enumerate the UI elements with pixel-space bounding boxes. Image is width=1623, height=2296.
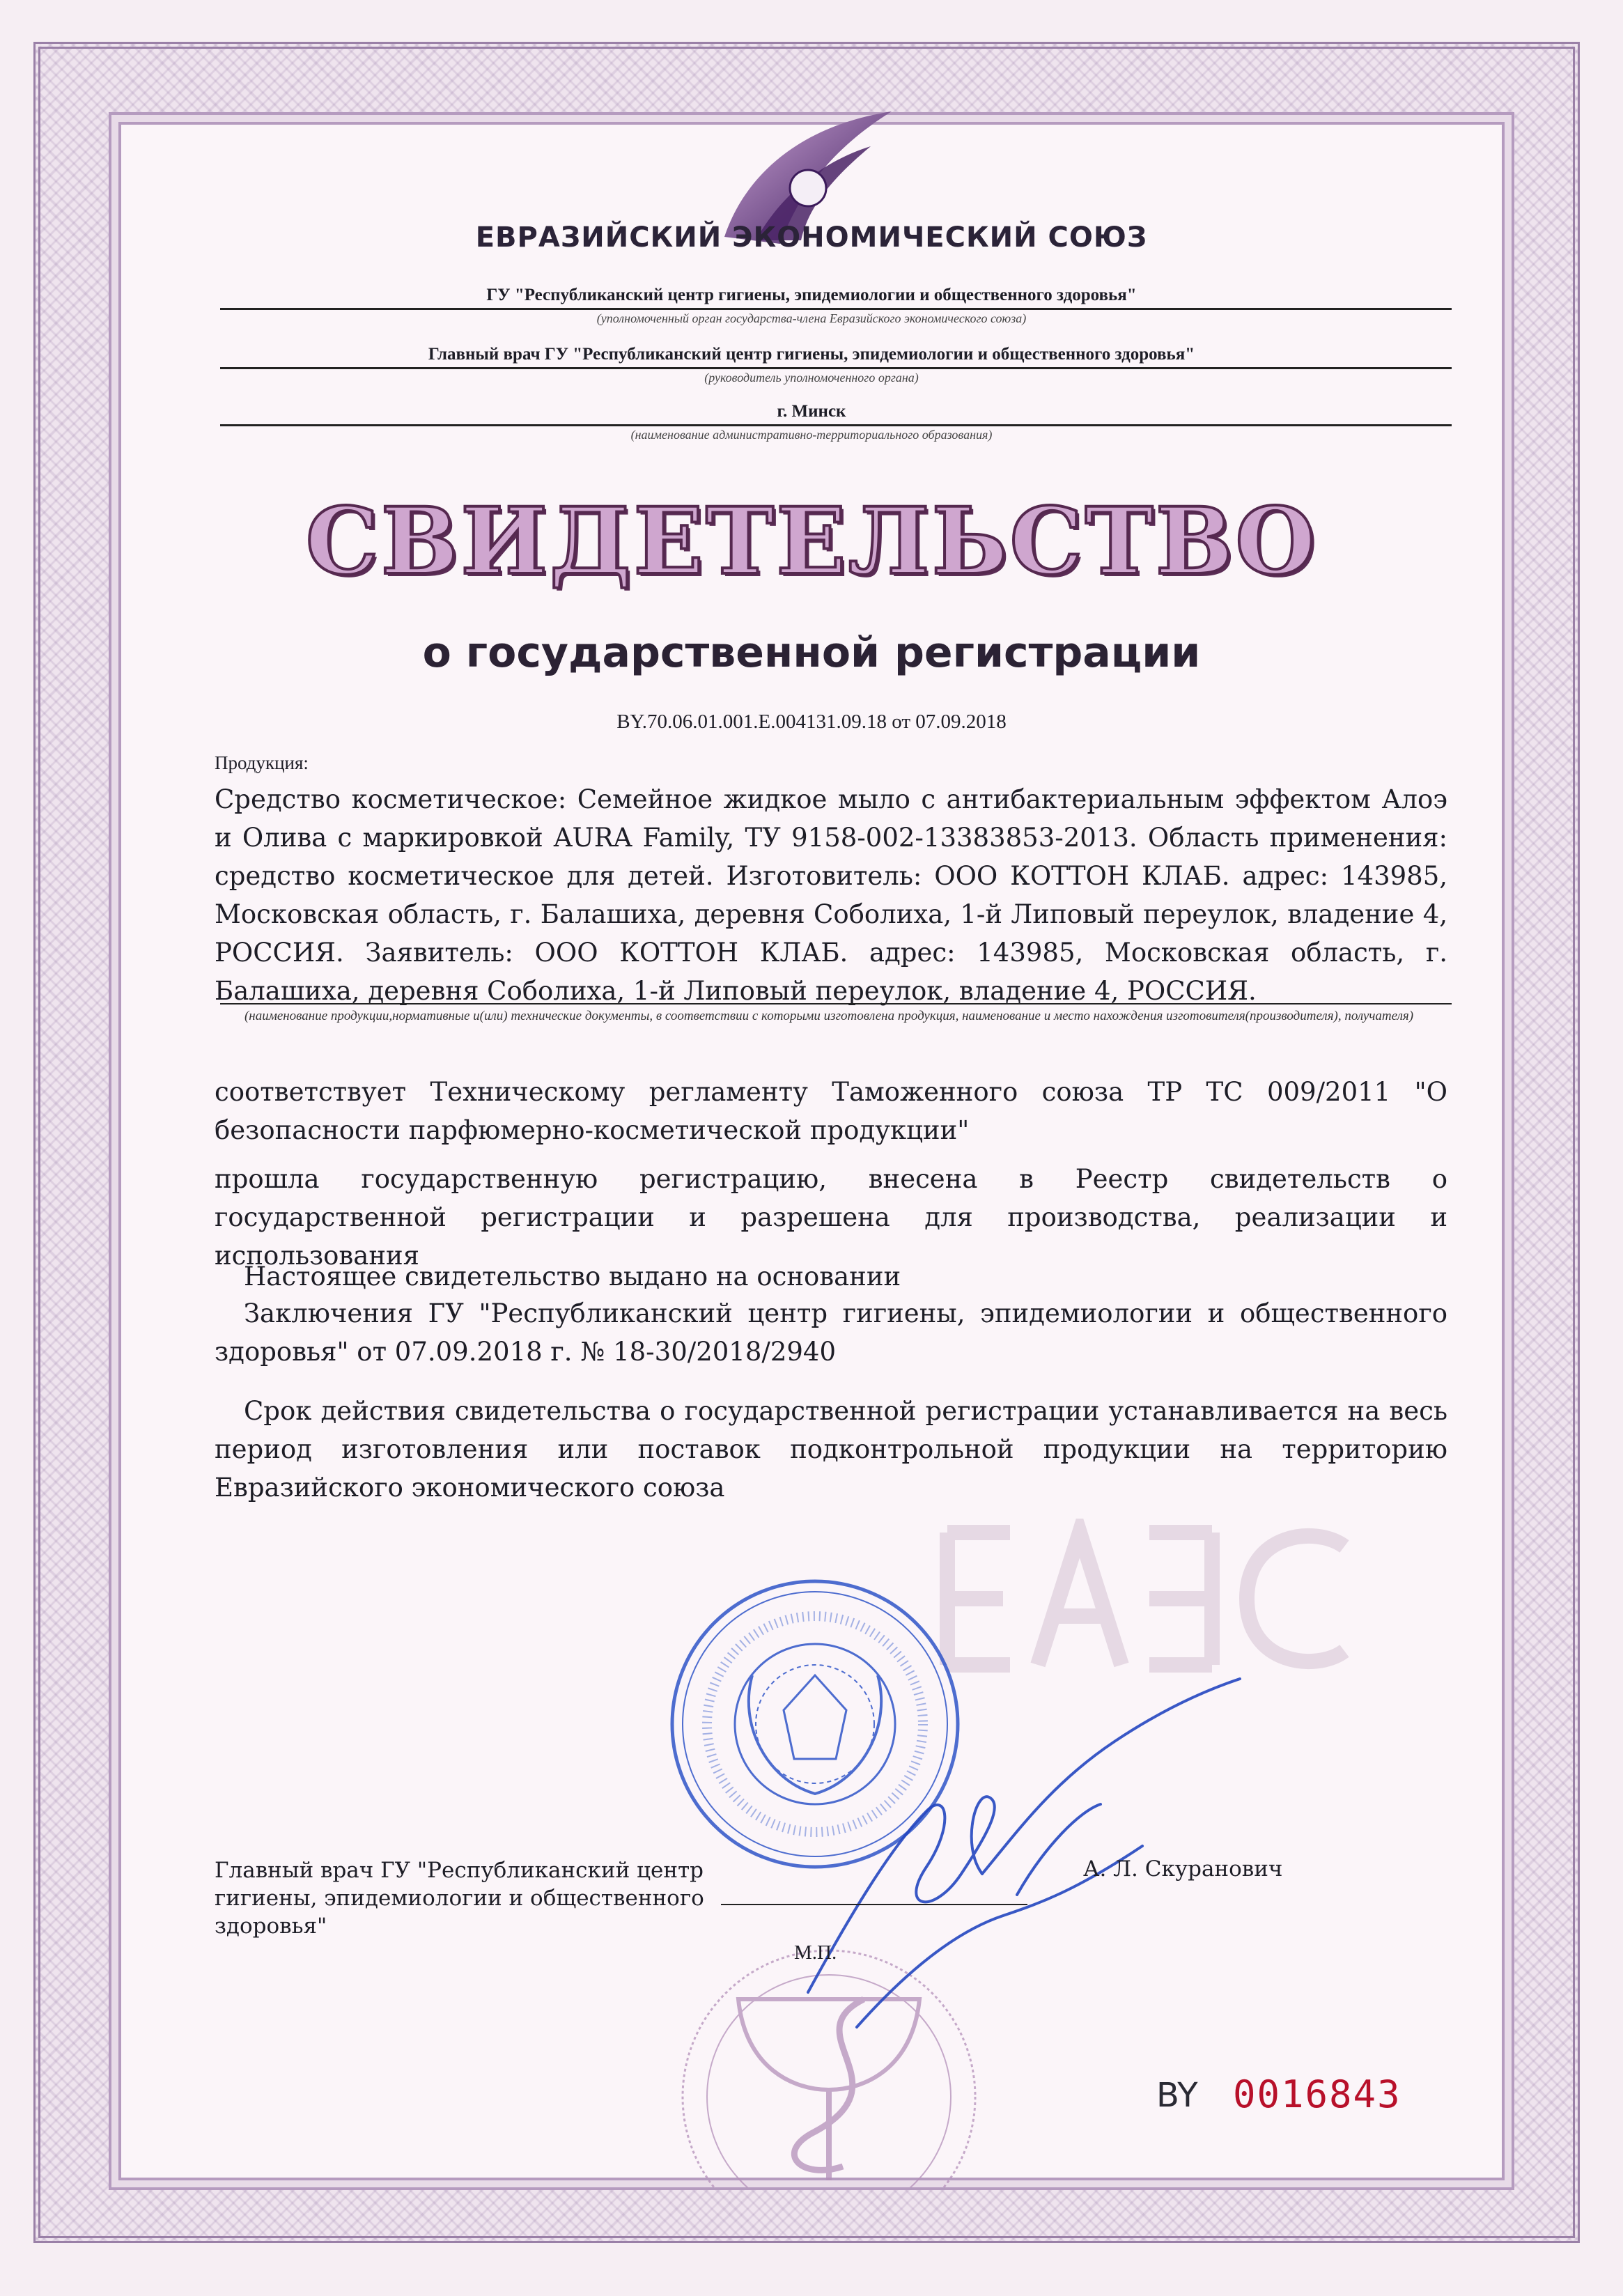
- stamp-place-label: М.П.: [794, 1941, 837, 1964]
- city-rule: [220, 424, 1452, 426]
- product-description: Средство косметическое: Семейное жидкое мыло с антибактериальным эффектом Алоэ и Олива с маркировкой AURA Family, ТУ 9158-002-13383853-2013. Область применения: средство косметическое для детей. Изготовитель: ООО КОТТОН КЛАБ. адрес: 143985, Московская область, г. Балашиха, деревня Соболиха, 1-й Липовый переулок, владение 4, РОССИЯ. Заявитель: ООО КОТТОН КЛАБ. адрес: 143985, Московская область, г. Балашиха, деревня Соболиха, 1-й Липовый переулок, владение 4, РОССИЯ.: [215, 784, 1447, 1006]
- registration-text: прошла государственную регистрацию, внесена в Реестр свидетельств о государственной регистрации и разрешена для производства, реализации и использования: [215, 1164, 1447, 1271]
- head-rule: [220, 367, 1452, 369]
- conformity-text: соответствует Техническому регламенту Таможенного союза ТР ТС 009/2011 "О безопасности парфюмерно-косметической продукции": [215, 1077, 1447, 1145]
- product-caption: (наименование продукции,нормативные и(или) технические документы, в соответствии с которыми изготовлена продукция, наименование и место нахождения изготовителя(производителя), получателя): [244, 1009, 1414, 1023]
- serial-number: 0016843: [1233, 2072, 1401, 2116]
- authority-caption: (уполномоченный орган государства-члена Евразийского экономического союза): [596, 311, 1027, 325]
- handwritten-signature: [752, 1665, 1254, 2041]
- authority-rule: [220, 308, 1452, 310]
- head-caption: (руководитель уполномоченного органа): [704, 371, 919, 385]
- city-name: г. Минск: [777, 402, 846, 421]
- registration-number: BY.70.06.01.001.E.004131.09.18 от 07.09.2018: [616, 711, 1007, 733]
- serial-prefix: BY: [1156, 2076, 1198, 2115]
- signatory-name: А. Л. Скуранович: [1083, 1856, 1283, 1882]
- product-label: Продукция:: [215, 752, 309, 773]
- certificate-title: СВИДЕТЕЛЬСТВО: [305, 488, 1318, 596]
- signature-line: [721, 1904, 1027, 1905]
- authority-name: ГУ "Республиканский центр гигиены, эпидемиологии и общественного здоровья": [486, 286, 1137, 304]
- head-name: Главный врач ГУ "Республиканский центр гигиены, эпидемиологии и общественного здоровья": [428, 345, 1195, 364]
- signatory-position: Главный врач ГУ "Республиканский центр гигиены, эпидемиологии и общественного здоровья": [215, 1858, 704, 1939]
- product-rule: [220, 1003, 1452, 1004]
- certificate-subtitle: о государственной регистрации: [422, 628, 1201, 677]
- union-title: ЕВРАЗИЙСКИЙ ЭКОНОМИЧЕСКИЙ СОЮЗ: [475, 222, 1148, 254]
- validity-text: Срок действия свидетельства о государственной регистрации устанавливается на весь период изготовления или поставок подконтрольной продукции на территорию Евразийского экономического союза: [215, 1396, 1447, 1503]
- basis-conclusion: Заключения ГУ "Республиканский центр гигиены, эпидемиологии и общественного здоровья" от 07.09.2018 г. № 18-30/2018/2940: [215, 1298, 1447, 1367]
- watermark-shape: [926, 1519, 1358, 1679]
- basis-intro: Настоящее свидетельство выдано на основании: [244, 1262, 901, 1292]
- city-caption: (наименование административно-территориального образования): [630, 428, 993, 442]
